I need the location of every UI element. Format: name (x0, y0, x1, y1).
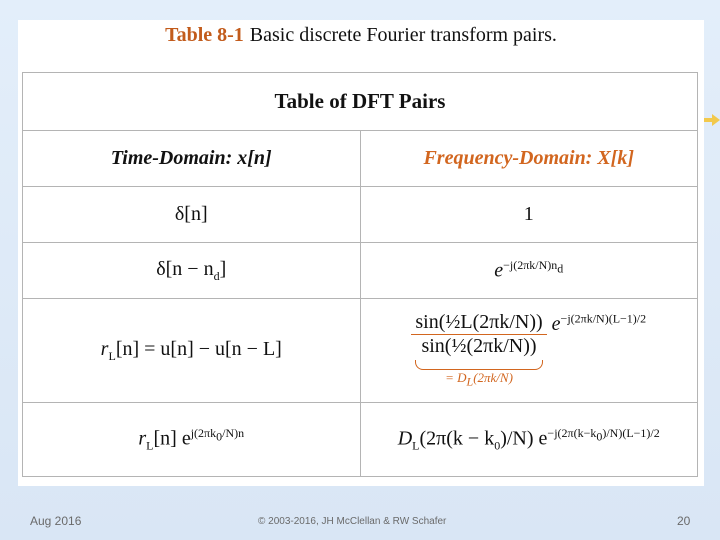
time-expr-end: ] (219, 257, 227, 280)
table-row (23, 299, 698, 403)
header-frequency-domain: Frequency-Domain: X[k] (360, 131, 698, 187)
time-expr-end: [n] = u[n] − u[n − L] (115, 337, 282, 360)
underbrace-icon (415, 360, 542, 370)
header-time-domain: Time-Domain: x[n] (23, 131, 361, 187)
time-cell (23, 187, 361, 243)
table-card (18, 20, 704, 486)
freq-exponent-subscript: 0 (596, 429, 603, 444)
time-cell (23, 243, 361, 299)
freq-exponent: −j(2πk/N)n (503, 258, 558, 273)
footer-copyright: © 2003-2016, JH McClellan & RW Schafer (258, 516, 447, 527)
fraction-numerator: sin(½L(2πk/N)) (411, 311, 546, 335)
dft-pairs-table (22, 72, 698, 477)
underbrace-label: = $D_L(2\pi k/N)$ (445, 370, 513, 389)
freq-cell (360, 187, 698, 243)
time-subscript: L (146, 438, 154, 453)
time-expr: r (100, 337, 109, 360)
freq-exponent: −j(2πk/N)(L−1)/2 (560, 311, 647, 326)
freq-exponent-subscript: d (557, 261, 564, 276)
table-row (23, 403, 698, 477)
table-caption (18, 24, 704, 47)
time-expr: δ[n − n (156, 257, 214, 280)
freq-mid-subscript: 0 (494, 438, 501, 453)
time-subscript: d (213, 268, 220, 283)
freq-cell (360, 299, 698, 403)
table-title: Table of DFT Pairs (23, 73, 698, 131)
time-expr-mid: [n] e (153, 427, 191, 450)
time-cell (23, 403, 361, 477)
dirichlet-fraction (411, 311, 546, 358)
freq-expr: 1 (523, 203, 534, 225)
fraction-denominator: sin(½(2πk/N)) (421, 335, 537, 358)
time-cell (23, 299, 361, 403)
freq-start-subscript: L (412, 438, 420, 453)
caption-text: Basic discrete Fourier transform pairs. (249, 24, 557, 46)
freq-base: e (494, 259, 504, 282)
time-exponent: j(2πk (190, 425, 217, 440)
freq-mid-end: )/N) e (500, 427, 548, 450)
footer-date: Aug 2016 (30, 514, 82, 528)
dirichlet-group (411, 311, 546, 390)
time-exponent-subscript: 0 (216, 429, 223, 444)
footer-page-number: 20 (677, 514, 691, 528)
freq-cell (360, 403, 698, 477)
caption-number: Table 8-1 (165, 24, 244, 46)
table-row (23, 187, 698, 243)
freq-exponent-end: )/N)(L−1)/2 (602, 425, 660, 440)
freq-mid: (2π(k − k (419, 427, 495, 450)
freq-exponential (552, 313, 646, 335)
time-expr: r (138, 427, 147, 450)
freq-start: D (397, 427, 413, 450)
freq-cell (360, 243, 698, 299)
time-subscript: L (108, 348, 116, 363)
freq-exponent: −j(2π(k−k (547, 425, 597, 440)
time-expr: δ[n] (174, 203, 208, 225)
time-exponent-end: /N)n (222, 425, 245, 440)
freq-base: e (551, 312, 561, 335)
table-row (23, 243, 698, 299)
